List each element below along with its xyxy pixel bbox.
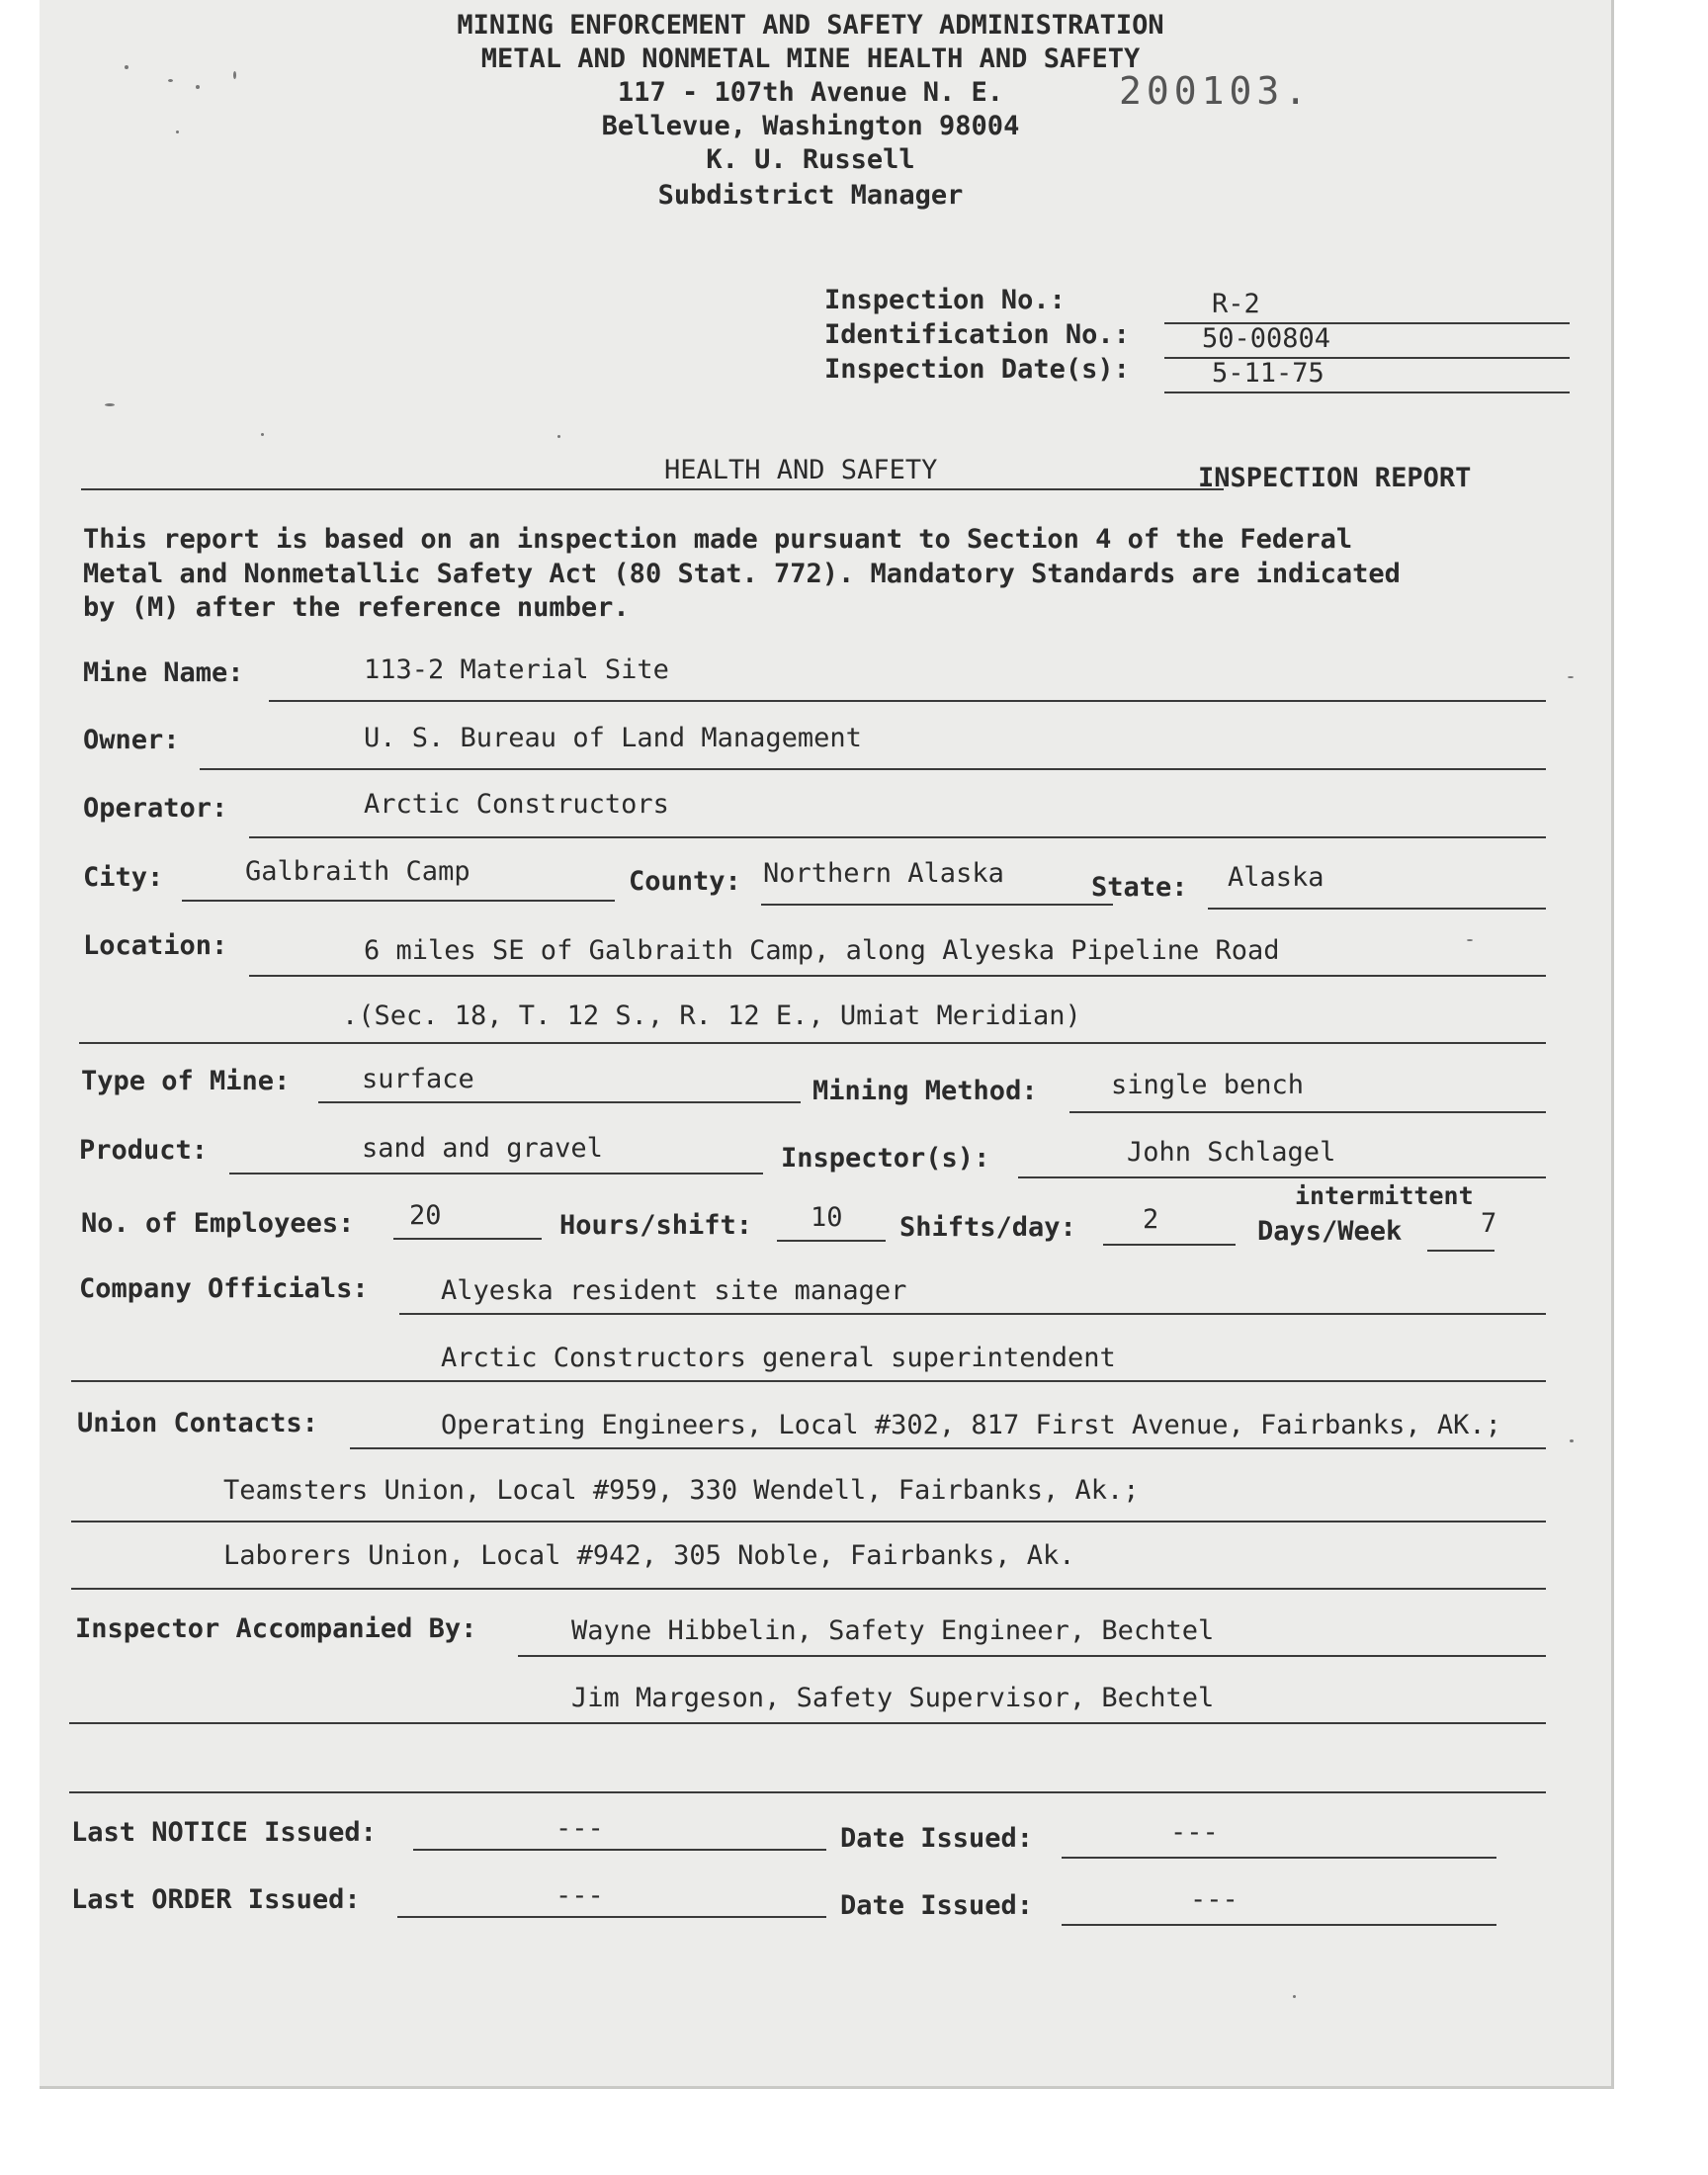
accompanied-by-line-3 [69, 1791, 1546, 1793]
mine-name-label: Mine Name: [83, 657, 244, 688]
state-label: State: [1091, 872, 1188, 903]
last-notice-label: Last NOTICE Issued: [71, 1817, 377, 1848]
inspection-no-label: Inspection No.: [824, 285, 1066, 315]
report-title: INSPECTION REPORT [1198, 463, 1472, 493]
company-officials-line-1 [399, 1313, 1546, 1315]
scan-speck [261, 433, 264, 436]
owner-line [200, 768, 1546, 770]
days-per-week-line [1427, 1250, 1494, 1252]
union-contacts-value-2: Teamsters Union, Local #959, 330 Wendell, Fairbanks, Ak.; [223, 1475, 1140, 1506]
union-contacts-line-2 [71, 1521, 1546, 1522]
company-officials-line-2 [71, 1380, 1546, 1382]
scan-speck [233, 71, 236, 79]
city-address: Bellevue, Washington 98004 [601, 111, 1020, 141]
notice-date-issued-value: --- [1170, 1817, 1219, 1848]
city-value: Galbraith Camp [245, 856, 470, 887]
last-order-value: --- [555, 1880, 604, 1911]
inspector-value: John Schlagel [1127, 1137, 1336, 1168]
identification-no-label: Identification No.: [824, 319, 1130, 350]
scan-speck [105, 403, 115, 406]
company-officials-value-2: Arctic Constructors general superintendent [441, 1343, 1116, 1373]
state-value: Alaska [1228, 862, 1324, 893]
type-of-mine-value: surface [362, 1064, 474, 1094]
last-order-label: Last ORDER Issued: [71, 1884, 361, 1915]
inspector-line [1018, 1176, 1546, 1178]
accompanied-by-value-2: Jim Margeson, Safety Supervisor, Bechtel [571, 1683, 1215, 1713]
days-per-week-value: 7 [1481, 1208, 1497, 1239]
state-line [1208, 908, 1546, 910]
order-date-issued-label: Date Issued: [840, 1890, 1034, 1921]
location-label: Location: [83, 930, 228, 961]
product-value: sand and gravel [362, 1133, 603, 1164]
street-address: 117 - 107th Avenue N. E. [617, 77, 1004, 108]
location-line-2 [79, 1042, 1546, 1044]
accompanied-by-line-2 [69, 1722, 1546, 1724]
notice-date-issued-label: Date Issued: [840, 1823, 1034, 1854]
owner-label: Owner: [83, 725, 180, 755]
city-label: City: [83, 862, 164, 893]
type-of-mine-line [318, 1101, 801, 1103]
inspection-date-value: 5-11-75 [1212, 358, 1324, 389]
inspection-no-value: R-2 [1212, 289, 1260, 319]
accompanied-by-label: Inspector Accompanied By: [75, 1613, 477, 1644]
last-order-line [397, 1916, 826, 1918]
scan-speck [168, 79, 173, 82]
manager-name: K. U. Russell [706, 144, 915, 175]
report-type-line [81, 488, 1224, 490]
type-of-mine-label: Type of Mine: [81, 1066, 291, 1096]
last-notice-line [413, 1849, 826, 1851]
hours-per-shift-value: 10 [811, 1202, 843, 1233]
scan-speck [557, 435, 560, 438]
shifts-per-day-value: 2 [1143, 1204, 1159, 1235]
scan-speck [1293, 1995, 1296, 1998]
intro-text-line-2: Metal and Nonmetallic Safety Act (80 Stat. 772). Mandatory Standards are indicated [83, 559, 1401, 589]
mine-name-value: 113-2 Material Site [364, 654, 669, 685]
location-value-line-2: .(Sec. 18, T. 12 S., R. 12 E., Umiat Meridian) [342, 1000, 1081, 1031]
employees-line [393, 1238, 542, 1240]
scan-speck [1568, 676, 1574, 678]
accompanied-by-line-1 [518, 1655, 1546, 1657]
city-line [182, 900, 615, 902]
county-line [761, 904, 1113, 906]
days-per-week-label: Days/Week [1257, 1216, 1403, 1247]
union-contacts-label: Union Contacts: [77, 1408, 318, 1438]
county-value: Northern Alaska [763, 858, 1004, 889]
operator-label: Operator: [83, 793, 228, 824]
order-date-issued-line [1062, 1924, 1496, 1926]
inspection-date-label: Inspection Date(s): [824, 354, 1130, 385]
document-page [40, 0, 1614, 2089]
intro-text-line-3: by (M) after the reference number. [83, 592, 630, 623]
intro-text-line-1: This report is based on an inspection made pursuant to Section 4 of the Federal [83, 524, 1353, 555]
location-line-1 [249, 975, 1546, 977]
report-type-blank-text: HEALTH AND SAFETY [664, 455, 938, 485]
inspector-label: Inspector(s): [781, 1143, 990, 1174]
union-contacts-line-1 [350, 1447, 1546, 1449]
division-heading: METAL AND NONMETAL MINE HEALTH AND SAFETY [480, 44, 1141, 74]
location-value-line-1: 6 miles SE of Galbraith Camp, along Alyeska Pipeline Road [364, 935, 1280, 966]
order-date-issued-value: --- [1190, 1884, 1238, 1915]
agency-heading: MINING ENFORCEMENT AND SAFETY ADMINISTRATION [457, 10, 1164, 41]
mining-method-line [1069, 1111, 1546, 1113]
mining-method-value: single bench [1111, 1070, 1305, 1100]
union-contacts-line-3 [71, 1588, 1546, 1590]
mining-method-label: Mining Method: [812, 1076, 1038, 1106]
hours-per-shift-label: Hours/shift: [559, 1210, 753, 1241]
mine-name-line [269, 700, 1546, 702]
accompanied-by-value-1: Wayne Hibbelin, Safety Engineer, Bechtel [571, 1615, 1215, 1646]
owner-value: U. S. Bureau of Land Management [364, 723, 862, 753]
scan-speck [125, 65, 128, 69]
product-label: Product: [79, 1135, 209, 1166]
scan-speck [1570, 1439, 1574, 1442]
scan-speck [176, 130, 179, 133]
document-number-stamp: 200103. [1119, 69, 1313, 113]
last-notice-value: --- [555, 1813, 604, 1844]
manager-title: Subdistrict Manager [657, 180, 964, 211]
shifts-per-day-line [1103, 1244, 1236, 1246]
company-officials-label: Company Officials: [79, 1273, 369, 1304]
inspection-date-line [1164, 392, 1570, 393]
identification-no-value: 50-00804 [1202, 323, 1331, 354]
operator-value: Arctic Constructors [364, 789, 669, 820]
scan-speck [196, 85, 200, 89]
county-label: County: [629, 866, 741, 897]
employees-label: No. of Employees: [81, 1208, 355, 1239]
operator-line [249, 836, 1546, 838]
hours-per-shift-line [777, 1240, 886, 1242]
notice-date-issued-line [1062, 1857, 1496, 1859]
company-officials-value-1: Alyeska resident site manager [441, 1275, 907, 1306]
employees-value: 20 [409, 1200, 442, 1231]
shifts-per-day-label: Shifts/day: [899, 1212, 1076, 1243]
scan-speck [1467, 939, 1473, 941]
union-contacts-value-3: Laborers Union, Local #942, 305 Noble, Fairbanks, Ak. [223, 1540, 1075, 1571]
union-contacts-value-1: Operating Engineers, Local #302, 817 First Avenue, Fairbanks, AK.; [441, 1410, 1501, 1440]
product-line [229, 1173, 763, 1174]
days-per-week-note: intermittent [1295, 1181, 1474, 1210]
